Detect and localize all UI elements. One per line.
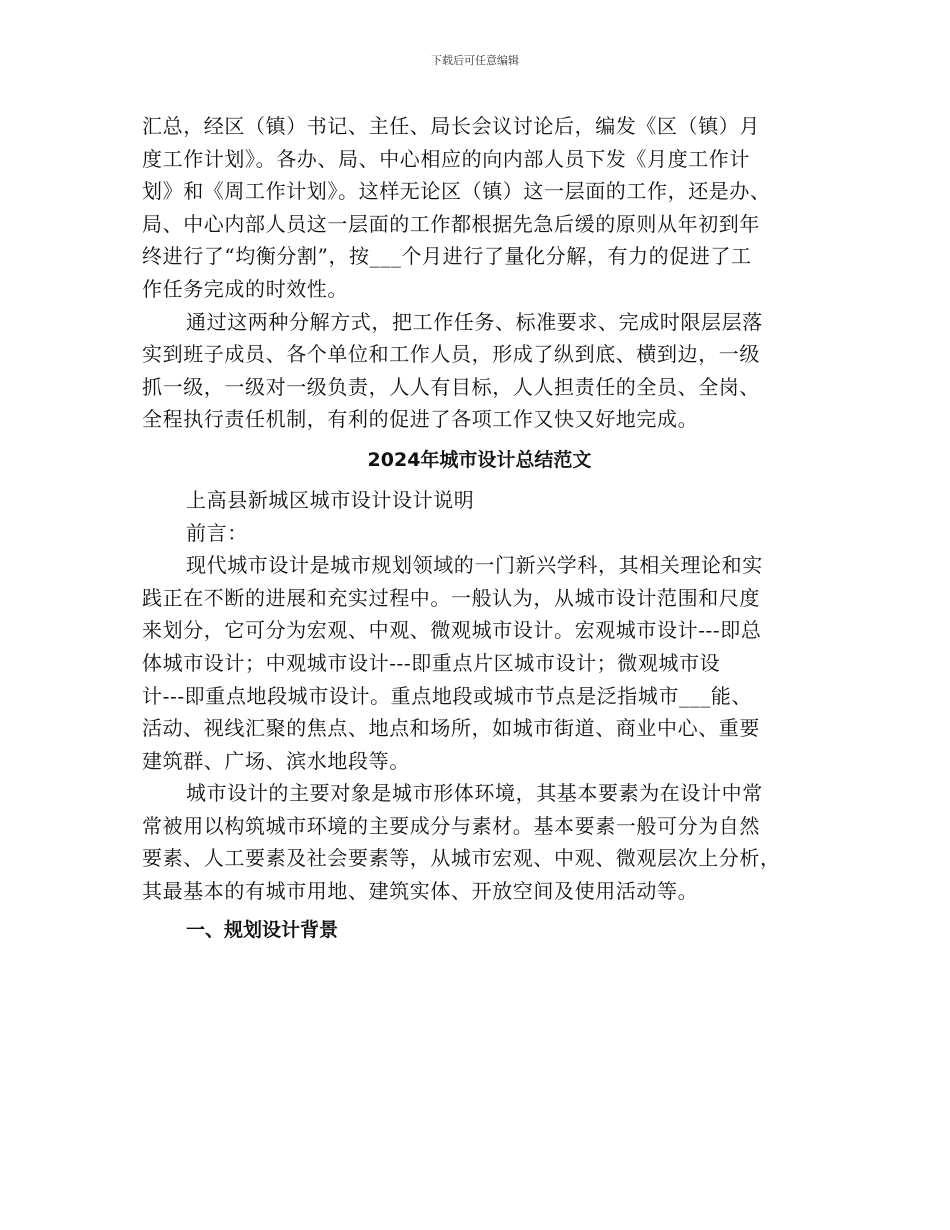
text-line: 常被用以构筑城市环境的主要成分与素材。基本要素一般可分为自然 [142,813,760,838]
paragraph-decomposition [142,306,827,436]
paragraph-urban-design-intro [142,549,827,777]
section-heading: 一、规划设计背景 [186,918,339,941]
text-line: 抓一级，一级对一级负责，人人有目标，人人担责任的全员、全岗、 [142,374,760,399]
preface-label: 前言： [186,520,248,545]
text-line: 要素、人工要素及社会要素等，从城市宏观、中观、微观层次上分析， [142,846,781,871]
document-title: 2024年城市设计总结范文 [367,448,592,471]
document-body [142,110,827,952]
text-line: 现代城市设计是城市规划领域的一门新兴学科，其相关理论和实 [186,553,763,578]
text-line: 建筑群、广场、滨水地段等。 [142,748,410,773]
text-line: 实到班子成员、各个单位和工作人员，形成了纵到底、横到边，一级 [142,342,760,367]
text-line: 计---即重点地段城市设计。重点地段或城市节点是泛指城市___能、 [142,683,753,708]
text-line: 活动、视线汇聚的焦点、地点和场所，如城市街道、商业中心、重要 [142,716,760,741]
text-line: 通过这两种分解方式，把工作任务、标准要求、完成时限层层落 [186,309,763,334]
subtitle: 上高县新城区城市设计设计说明 [186,487,475,512]
text-line: 体城市设计；中观城市设计---即重点片区城市设计；微观城市设 [142,650,721,675]
text-line: 践正在不断的进展和充实过程中。一般认为，从城市设计范围和尺度 [142,585,760,610]
text-line: 城市设计的主要对象是城市形体环境，其基本要素为在设计中常 [186,781,763,806]
text-line: 局、中心内部人员这一层面的工作都根据先急后缓的原则从年初到年 [142,211,760,236]
text-line: 划》和《周工作计划》。这样无论区（镇）这一层面的工作，还是办、 [142,179,771,204]
text-line: 作任务完成的时效性。 [142,276,348,301]
text-line: 终进行了“均衡分割”，按___个月进行了量化分解，有力的促进了工 [142,244,752,269]
paragraph-plan-summary [142,110,827,306]
text-line: 汇总，经区（镇）书记、主任、局长会议讨论后，编发《区（镇）月 [142,114,760,138]
text-line: 全程执行责任机制，有利的促进了各项工作又快又好地完成。 [142,407,699,432]
page-header-note: 下载后可任意编辑 [431,54,519,67]
text-line: 来划分，它可分为宏观、中观、微观城市设计。宏观城市设计---即总 [142,618,762,643]
paragraph-design-objects [142,777,827,907]
text-line: 度工作计划》。各办、局、中心相应的向内部人员下发《月度工作计 [142,146,750,171]
text-line: 其最基本的有城市用地、建筑实体、开放空间及使用活动等。 [142,879,699,904]
